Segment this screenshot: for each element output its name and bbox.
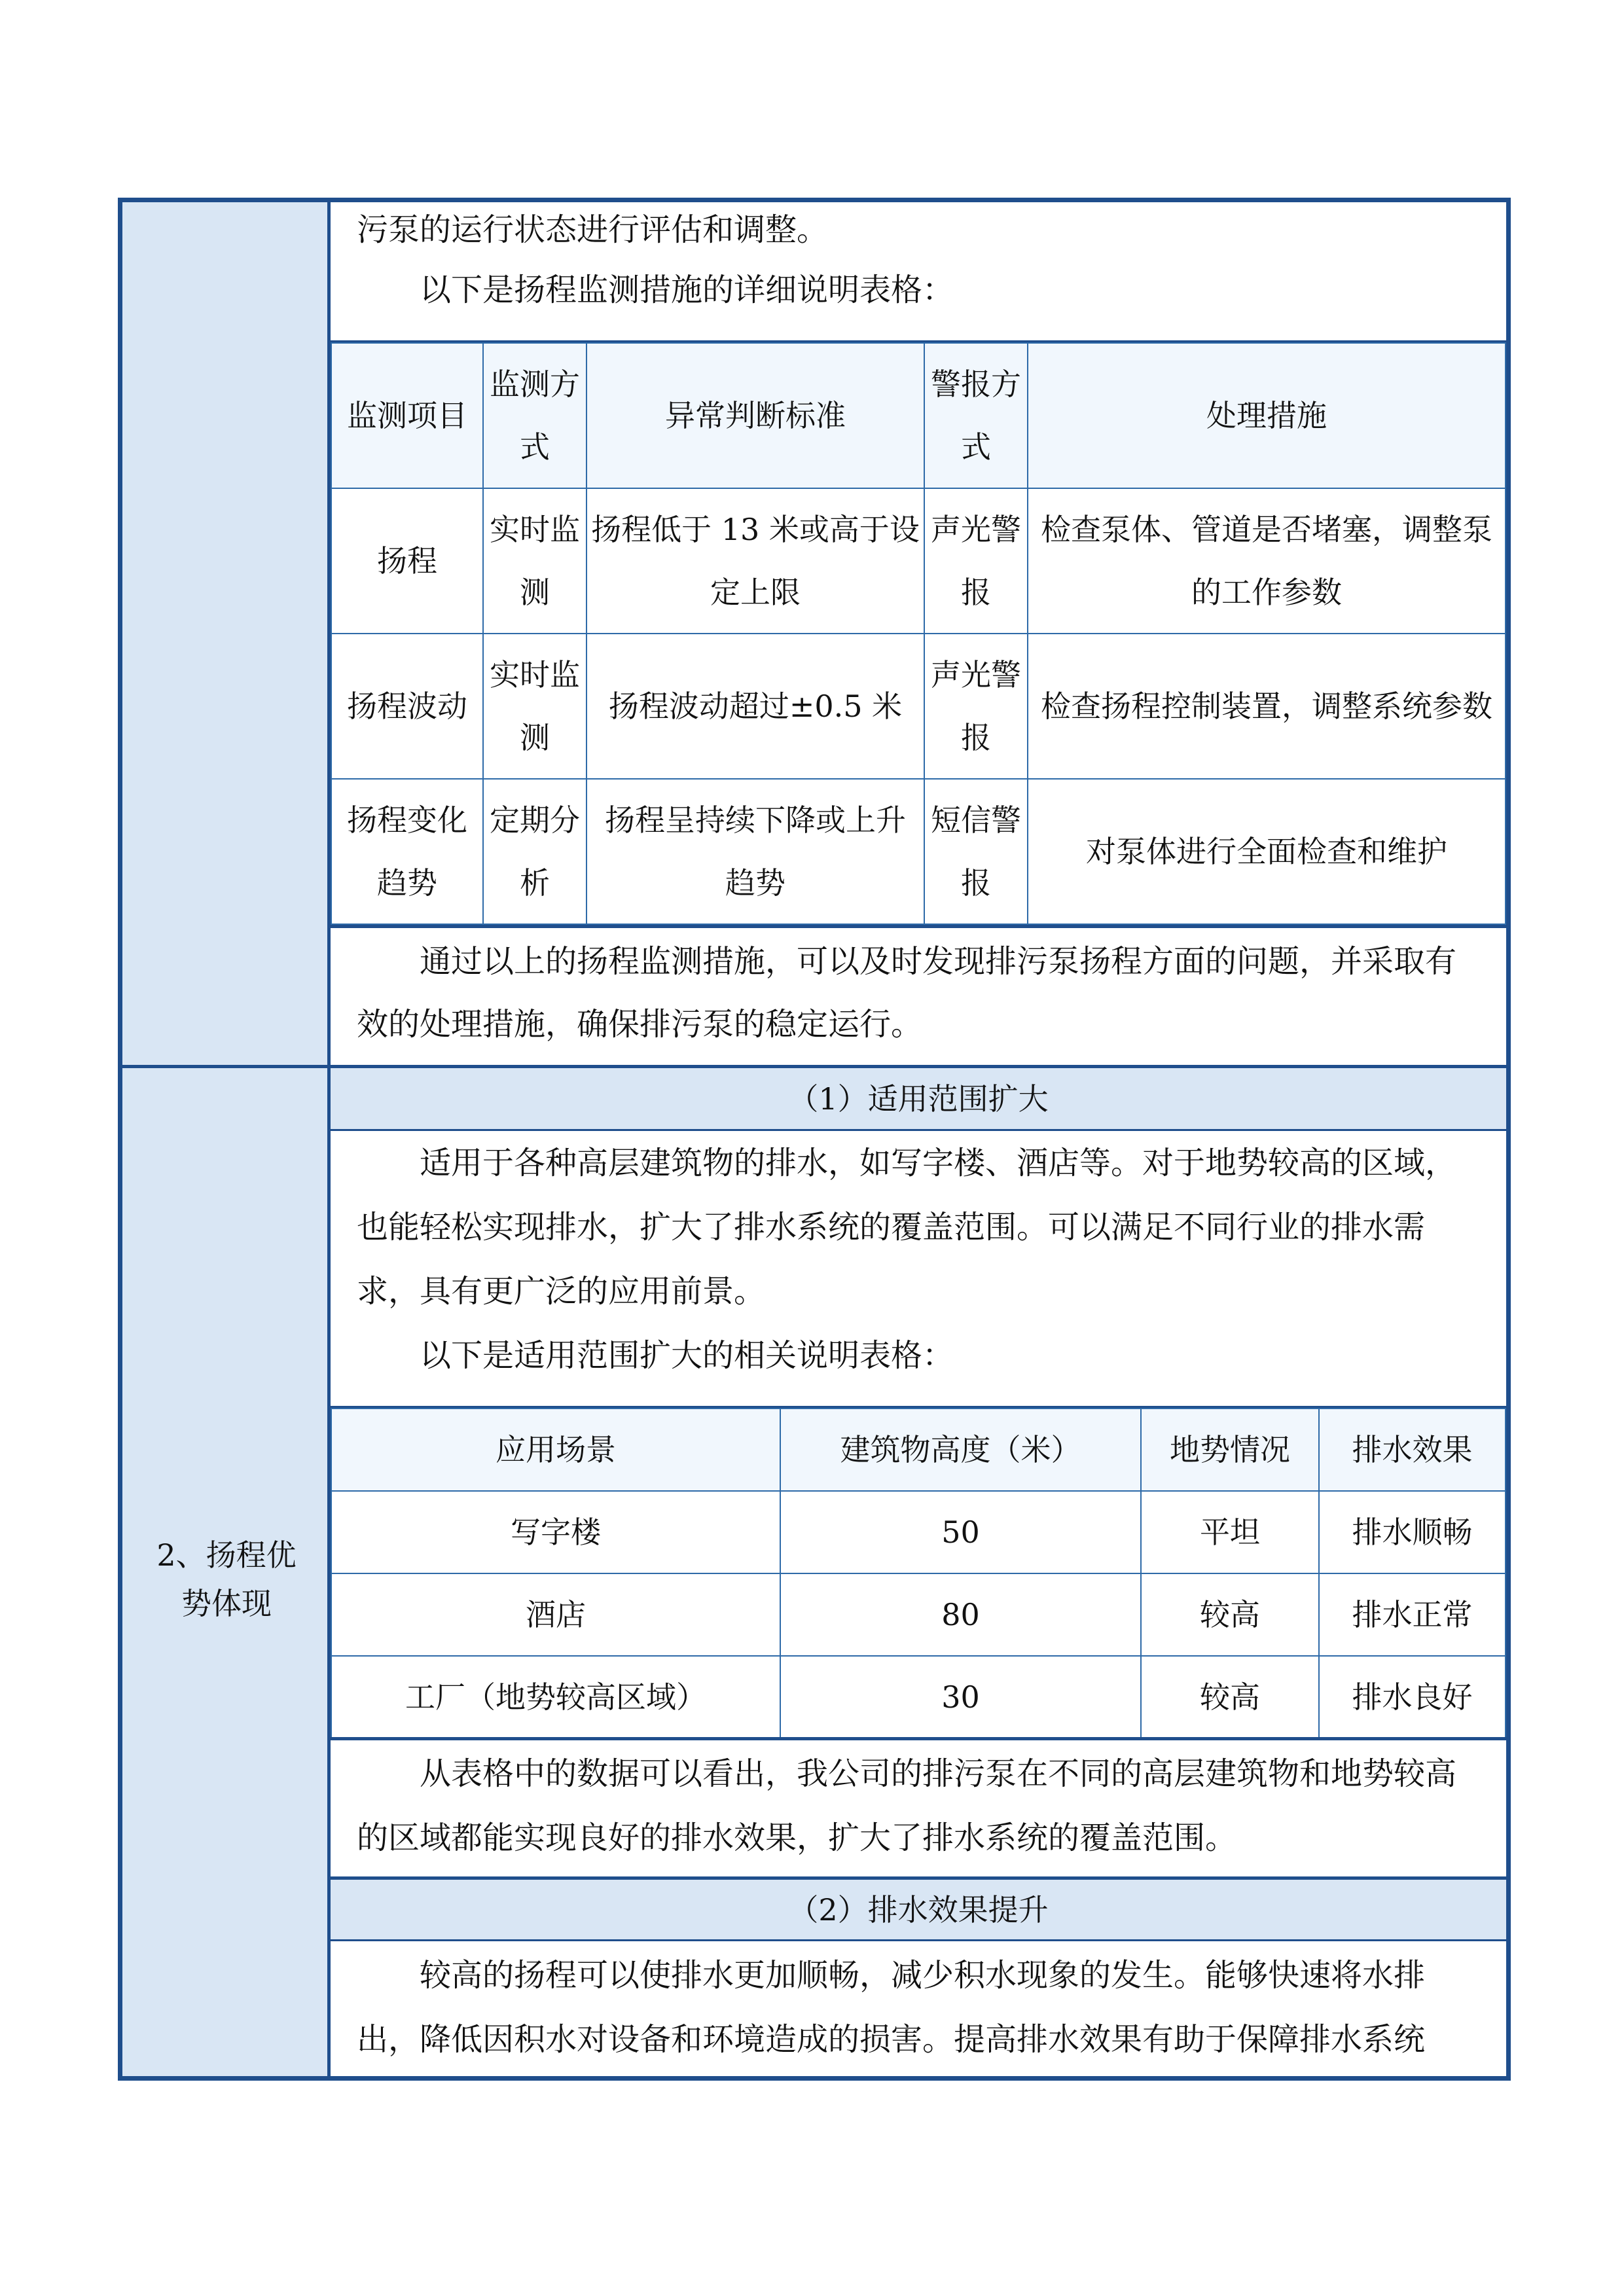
table-cell: 扬程变化趋势	[331, 779, 483, 924]
header-cell: 处理措施	[1028, 343, 1506, 488]
table-cell: 扬程波动超过±0.5 米	[586, 634, 924, 779]
table-cell: 对泵体进行全面检查和维护	[1028, 779, 1506, 924]
table-row	[331, 1491, 1506, 1573]
table-cell: 较高	[1141, 1573, 1319, 1656]
outer-table	[118, 198, 1511, 2081]
scope-table	[331, 1408, 1506, 1739]
monitor-table-header-row	[331, 343, 1506, 488]
divider	[331, 925, 1506, 928]
monitor-table	[331, 342, 1506, 925]
header-cell: 地势情况	[1141, 1408, 1319, 1491]
section1-paragraphs: 适用于各种高层建筑物的排水，如写字楼、酒店等。对于地势较高的区域，也能轻松实现排水，扩大了排水系统的覆盖范围。可以满足不同行业的排水需求，具有更广泛的应用前景。 以下是适用范围扩大的相关说明表格：	[357, 1145, 1457, 1374]
table-cell: 定期分析	[483, 779, 586, 924]
table-row	[331, 488, 1506, 634]
table-cell: 排水正常	[1319, 1573, 1506, 1656]
table-cell: 50	[780, 1491, 1141, 1573]
table-row	[331, 1656, 1506, 1738]
table-cell: 检查泵体、管道是否堵塞，调整泵的工作参数	[1028, 488, 1506, 634]
table-cell: 工厂（地势较高区域）	[331, 1656, 780, 1738]
section1-summary-paragraph: 从表格中的数据可以看出，我公司的排污泵在不同的高层建筑物和地势较高的区域都能实现良好的排水效果，扩大了排水系统的覆盖范围。	[357, 1755, 1457, 1856]
divider	[331, 1737, 1506, 1740]
table-row	[331, 634, 1506, 779]
table-cell: 排水顺畅	[1319, 1491, 1506, 1573]
table-cell: 检查扬程控制装置，调整系统参数	[1028, 634, 1506, 779]
header-cell: 异常判断标准	[586, 343, 924, 488]
header-cell: 警报方式	[924, 343, 1028, 488]
scope-table-header-row	[331, 1408, 1506, 1491]
monitor-summary-paragraph: 通过以上的扬程监测措施，可以及时发现排污泵扬程方面的问题，并采取有效的处理措施，确保排污泵的稳定运行。	[357, 943, 1457, 1043]
table-cell: 扬程波动	[331, 634, 483, 779]
section-label: 2、扬程优 势体现	[156, 1537, 297, 1621]
table-cell: 实时监测	[483, 488, 586, 634]
left-label-column	[122, 202, 331, 2076]
table-cell: 较高	[1141, 1656, 1319, 1738]
table-cell: 扬程低于 13 米或高于设定上限	[586, 488, 924, 634]
table-cell: 短信警报	[924, 779, 1028, 924]
header-cell: 监测项目	[331, 343, 483, 488]
header-cell: 建筑物高度（米）	[780, 1408, 1141, 1491]
section2-paragraph: 较高的扬程可以使排水更加顺畅，减少积水现象的发生。能够快速将水排出，降低因积水对设备和环境造成的损害。提高排水效果有助于保障排水系统	[357, 1957, 1426, 2058]
left-row-divider	[122, 1065, 331, 1068]
table-cell: 声光警报	[924, 634, 1028, 779]
table-cell: 排水良好	[1319, 1656, 1506, 1738]
table-row	[331, 779, 1506, 924]
table-cell: 实时监测	[483, 634, 586, 779]
table-cell: 扬程	[331, 488, 483, 634]
table-cell: 酒店	[331, 1573, 780, 1656]
table-cell: 80	[780, 1573, 1141, 1656]
section1-heading: （1）适用范围扩大	[331, 1068, 1506, 1131]
table-cell: 平坦	[1141, 1491, 1319, 1573]
right-content-column	[331, 202, 1506, 2076]
header-cell: 监测方式	[483, 343, 586, 488]
table-cell: 声光警报	[924, 488, 1028, 634]
intro-paragraph: 污泵的运行状态进行评估和调整。 以下是扬程监测措施的详细说明表格：	[357, 211, 954, 308]
table-row	[331, 1573, 1506, 1656]
table-cell: 写字楼	[331, 1491, 780, 1573]
header-cell: 排水效果	[1319, 1408, 1506, 1491]
section2-heading: （2）排水效果提升	[331, 1880, 1506, 1941]
table-cell: 扬程呈持续下降或上升趋势	[586, 779, 924, 924]
header-cell: 应用场景	[331, 1408, 780, 1491]
table-cell: 30	[780, 1656, 1141, 1738]
